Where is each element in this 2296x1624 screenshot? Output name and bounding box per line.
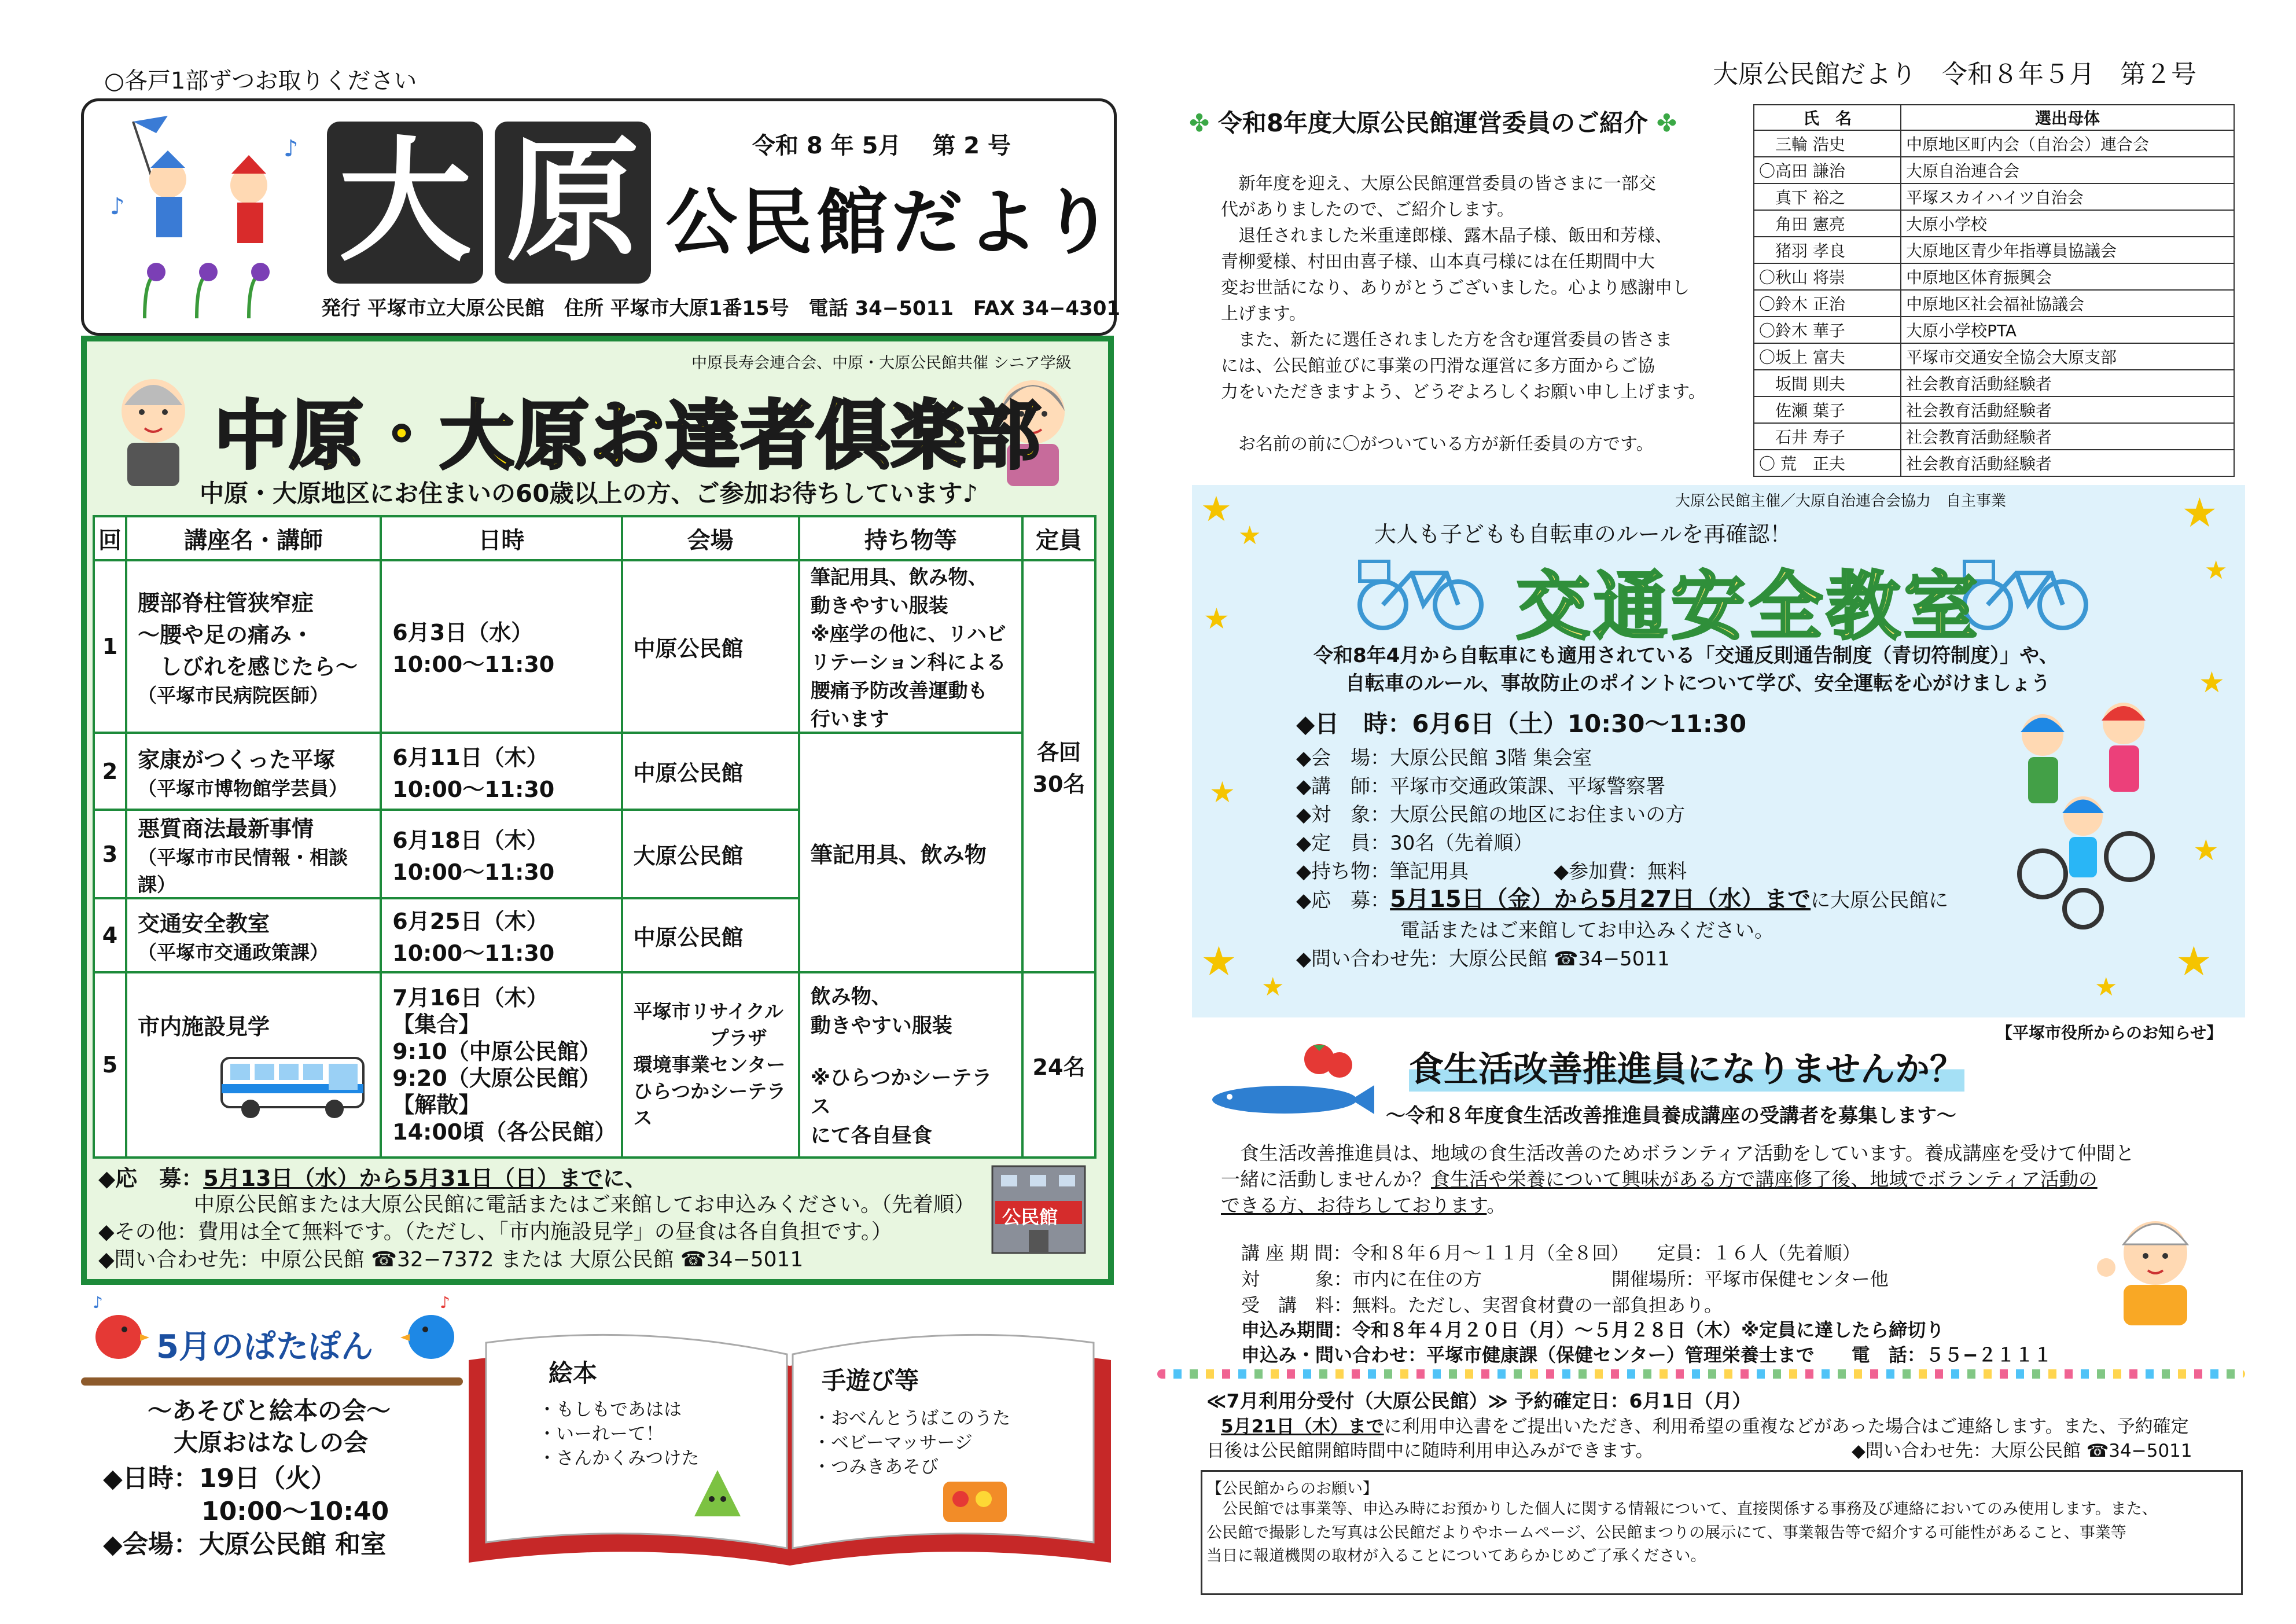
request-body: 公民館では事業等、申込み時にお預かりした個人に関する情報について、直接関係する事務及び連絡においてのみ使用します。また、 公民館で撮影した写真は公民館だよりやホームページ、公民館まつりの展示にて、事業報告等で紹介する可能性があること、事業等 当日に報道機関の取材が入ることについてあらかじめご了承ください。 [1206,1500,2158,1565]
patapon-event: 〜あそびと絵本の会〜 [148,1397,391,1425]
food-body-line2: 一緒に活動しませんか？食生活や栄養について興味がある方で講座修了後、地域でボランティア活動の [1221,1168,2098,1191]
table-row-course: 腰部脊柱管狭窄症 〜腰や足の痛み・ しびれを感じたら〜 （平塚市民病院医師） [126,560,381,733]
kids-illustration [98,110,318,324]
traffic-target: ◆対 象：大原公民館の地区にお住まいの方 [1296,803,1686,826]
header-course: 講座名・講師 [126,516,381,560]
members-header-name: 氏 名 [1754,105,1901,130]
masthead-title: 公民館だより [665,181,1117,264]
book-left-item: ・もしもであはは [538,1399,682,1420]
row-venue: 平塚市リサイクル プラザ 環境事業センター ひらつかシーテラス [622,972,799,1158]
svg-text:♪: ♪ [93,1294,103,1312]
traffic-apply-detail: 電話またはご来館してお申込みください。 [1400,919,1774,942]
star-icon: ★ [2199,666,2225,699]
clover-icon: ✤ [1656,109,1677,137]
header-datetime: 日時 [381,516,621,560]
table-row-course: 家康がつくった平塚 （平塚市博物館学芸員） [126,733,381,810]
header-no: 回 [94,516,126,560]
usage-line3: 日後は公民館開館時間中に随時利用申込みができます。 [1206,1441,1654,1461]
food-body-line1: 食生活改善推進員は、地域の食生活改善のためボランティア活動をしています。養成講座を受けて仲間と [1221,1142,2135,1164]
traffic-sponsor: 大原公民館主催／大原自治連合会協力 自主事業 [1675,493,2007,510]
distribution-note: ○各戸1部ずつお取りください [104,68,417,94]
bicycle-icon [1354,550,1487,631]
usage-line1: ≪7月利用分受付（大原公民館）≫ 予約確定日：6月1日（月） [1206,1390,1752,1412]
star-icon: ★ [2176,938,2212,985]
star-icon: ★ [1201,938,1237,985]
cyclists-illustration [1985,700,2181,932]
items-shared: 筆記用具、飲み物 [799,733,1022,972]
traffic-desc2: 自転車のルール、事故防止のポイントについて学び、安全運転を心がけましょう [1345,672,2051,695]
star-icon: ★ [2205,556,2228,585]
request-title: 【公民館からのお願い】 [1206,1480,1378,1498]
food-target: 対 象：市内に在住の方 開催場所：平塚市保健センター他 [1241,1268,1889,1290]
row-venue: 中原公民館 [622,733,799,810]
usage-line2: 5月21日（木）までに利用申込書をご提出いただき、利用希望の重複などがあった場合はご連絡します。また、予約確定 [1221,1416,2189,1437]
table-row: 角田 憲亮 大原小学校 [1754,210,2234,237]
food-apply: 申込み期間：令和８年４月２０日（月）〜５月２８日（木）※定員に達したら締切り [1241,1319,1945,1341]
club-schedule-table [93,515,1097,1159]
cook-illustration [2089,1198,2210,1325]
book-left-title: 絵本 [549,1359,598,1387]
club-organizers: 中原長寿会連合会、中原・大原公民館共催 シニア学級 [691,354,1072,372]
row-datetime: 6月3日（水） 10:00〜11:30 [381,560,621,733]
traffic-title: 交通安全教室 [1516,564,1982,650]
clover-icon: ✤ [1189,109,1210,137]
patapon-group: 大原おはなしの会 [174,1428,369,1457]
food-fee: 受 講 料：無料。ただし、実習食材費の一部負担あり。 [1241,1294,1723,1316]
food-subtitle: 〜令和８年度食生活改善推進員養成講座の受講者を募集します〜 [1386,1104,1956,1127]
right-header: 大原公民館だより 令和８年５月 第２号 [1713,60,2196,89]
star-icon: ★ [2095,972,2118,1002]
row-no: 2 [94,733,126,810]
header-capacity: 定員 [1022,516,1095,560]
svg-text:♪: ♪ [284,135,299,162]
traffic-catch: 大人も子どもも自転車のルールを再確認！ [1374,521,1792,547]
traffic-capacity: ◆定 員：30名（先着順） [1296,832,1533,855]
svg-text:♪: ♪ [110,193,125,220]
row-venue: 中原公民館 [622,898,799,972]
table-row: 真下 裕之 平塚スカイハイツ自治会 [1754,183,2234,210]
table-row: 〇鈴木 正治 中原地区社会福祉協議会 [1754,290,2234,317]
patapon-title: 5月のぱたぽん [156,1328,373,1366]
star-icon: ★ [1209,776,1235,809]
star-icon: ★ [2193,833,2219,867]
table-row: 猪羽 孝良 大原地区青少年指導員協議会 [1754,237,2234,263]
table-row: 〇 荒 正夫 社会教育活動経験者 [1754,450,2234,476]
club-subtitle: 中原・大原地区にお住まいの60歳以上の方、ご参加お待ちしています♪ [200,479,978,508]
traffic-desc1: 令和8年4月から自転車にも適用されている「交通反則通告制度（青切符制度）」や、 [1313,644,2059,667]
row-datetime: 6月25日（木） 10:00〜11:30 [381,898,621,972]
row-datetime: 6月18日（木） 10:00〜11:30 [381,810,621,898]
members-table [1753,104,2235,477]
row-datetime: 7月16日（木） 【集合】 9:10（中原公民館） 9:20（大原公民館） 【解散】 14:00頃（各公民館） [381,972,621,1158]
club-contact: ◆問い合わせ先：中原公民館 ☎32−7372 または 大原公民館 ☎34−5011 [98,1248,804,1272]
patapon-branch [81,1377,463,1386]
masthead-char-dai: 大 [327,122,483,284]
header-venue: 会場 [622,516,799,560]
traffic-date: ◆日 時：6月6日（土）10:30〜11:30 [1296,710,1747,738]
patapon-place: ◆会場：大原公民館 和室 [103,1530,387,1559]
row-no: 3 [94,810,126,898]
row-items: 筆記用具、飲み物、 動きやすい服装 ※座学の他に、リハビ リテーション科による 腰痛予防改善運動も 行います [799,560,1022,733]
issue-number: 令和 8 年 5月 第 2 号 [752,133,1011,159]
table-row: 坂間 則夫 社会教育活動経験者 [1754,370,2234,396]
star-icon: ★ [1261,972,1285,1002]
bird-right-icon [399,1294,463,1369]
table-row-course: 交通安全教室 （平塚市交通政策課） [126,898,381,972]
food-period: 講 座 期 間：令和８年６月〜１１月（全８回） 定員：１６人（先着順） [1241,1242,1861,1264]
traffic-apply: ◆応 募：5月15日（金）から5月27日（水）までに大原公民館に [1296,886,1949,913]
city-notice: 【平塚市役所からのお知らせ】 [1996,1023,2223,1042]
usage-contact: ◆問い合わせ先：大原公民館 ☎34−5011 [1852,1441,2192,1461]
row-no: 5 [94,972,126,1158]
table-row: 三輪 浩史 中原地区町内会（自治会）連合会 [1754,130,2234,157]
committee-title: ✤ 令和8年度大原公民館運営委員のご紹介 ✤ [1189,109,1677,137]
traffic-items: ◆持ち物：筆記用具 [1296,860,1469,883]
bird-left-icon [87,1294,150,1369]
row-venue: 中原公民館 [622,560,799,733]
dotted-divider [1157,1369,2245,1379]
book-left-item: ・さんかくみつけた [538,1448,700,1469]
table-row: 〇坂上 富夫 平塚市交通安全協会大原支部 [1754,343,2234,370]
traffic-contact: ◆問い合わせ先：大原公民館 ☎34−5011 [1296,947,1670,971]
table-row: 〇秋山 将崇 中原地区体育振興会 [1754,263,2234,290]
patapon-time: 10:00〜10:40 [201,1497,389,1526]
table-row: 〇高田 謙治 大原自治連合会 [1754,157,2234,183]
row-datetime: 6月11日（木） 10:00〜11:30 [381,733,621,810]
book-right-item: ・つみきあそび [813,1457,939,1478]
food-title: 食生活改善推進員になりませんか？ [1409,1042,1964,1092]
table-row-course: 悪質商法最新事情 （平塚市市民情報・相談課） [126,810,381,898]
traffic-venue: ◆会 場：大原公民館 3階 集会室 [1296,747,1592,770]
svg-text:♪: ♪ [440,1294,450,1312]
kominkan-sign: 公民館 [1002,1206,1058,1228]
capacity-trip: 24名 [1022,972,1095,1158]
club-other: ◆その他：費用は全て無料です。（ただし、「市内施設見学」の昼食は各自負担です。） [98,1220,892,1244]
patapon-date: ◆日時：19日（火） [103,1464,337,1493]
club-apply: ◆応 募：5月13日（水）から5月31日（日）までに、 [98,1166,647,1191]
grandpa-illustration [110,370,197,486]
table-row-course: 市内施設見学 [126,972,381,1158]
table-row: 〇鈴木 華子 大原小学校PTA [1754,317,2234,343]
star-icon: ★ [1204,602,1230,635]
table-row: 石井 寿子 社会教育活動経験者 [1754,423,2234,450]
members-header-org: 選出母体 [1901,105,2234,130]
row-no: 1 [94,560,126,733]
row-no: 4 [94,898,126,972]
table-row: 佐瀬 葉子 社会教育活動経験者 [1754,396,2234,423]
star-icon: ★ [2181,489,2218,537]
food-contact: 申込み・問い合わせ：平塚市健康課（保健センター）管理栄養士まで 電 話：５５−２１１１ [1241,1344,2052,1366]
bus-icon [219,1052,369,1122]
star-icon: ★ [1238,521,1261,550]
header-items: 持ち物等 [799,516,1022,560]
book-right-title: 手遊び等 [822,1366,919,1395]
club-apply-detail: 中原公民館または大原公民館に電話またはご来館してお申込みください。（先着順） [194,1193,976,1217]
row-venue: 大原公民館 [622,810,799,898]
committee-body: 新年度を迎え、大原公民館運営委員の皆さまに一部交 代がありましたので、ご紹介します。 退任されました米重達郎様、露木晶子様、飯田和芳様、 青柳愛様、村田由喜子様、山本真弓様には在任期間中大 変お世話になり、ありがとうございました。心より感謝申し 上げます。 また、新たに選任されました方を含む運営委員の皆さま には、公民館並びに事業の円滑な運営に多方面からご協 力をいただきますよう、どうぞよろしくお願い申し上げます。 お名前の前に〇がついている方が新任委員の方です。 [1221,174,1706,454]
club-title: 中原・大原お達者倶楽部 [214,393,1042,479]
publisher-info: 発行 平塚市立大原公民館 住所 平塚市大原1番15号 電話 34−5011 FAX 34−4301 [321,297,1121,320]
traffic-lecturer: ◆講 師：平塚市交通政策課、平塚警察署 [1296,775,1666,798]
star-icon: ★ [1201,489,1232,530]
row-items: 飲み物、 動きやすい服装 ※ひらつかシーテラス にて各自昼食 [799,972,1022,1158]
fish-icon [1204,1036,1377,1123]
book-left-item: ・いーれーて！ [538,1424,664,1445]
masthead-char-hara: 原 [495,122,651,284]
food-body-line3: できる方、お待ちしております。 [1221,1194,1506,1217]
capacity-shared: 各回 30名 [1022,560,1095,972]
traffic-fee: ◆参加費：無料 [1554,860,1687,883]
book-right-item: ・おべんとうばこのうた [813,1408,1010,1429]
book-right-item: ・ベビーマッサージ [813,1432,973,1453]
